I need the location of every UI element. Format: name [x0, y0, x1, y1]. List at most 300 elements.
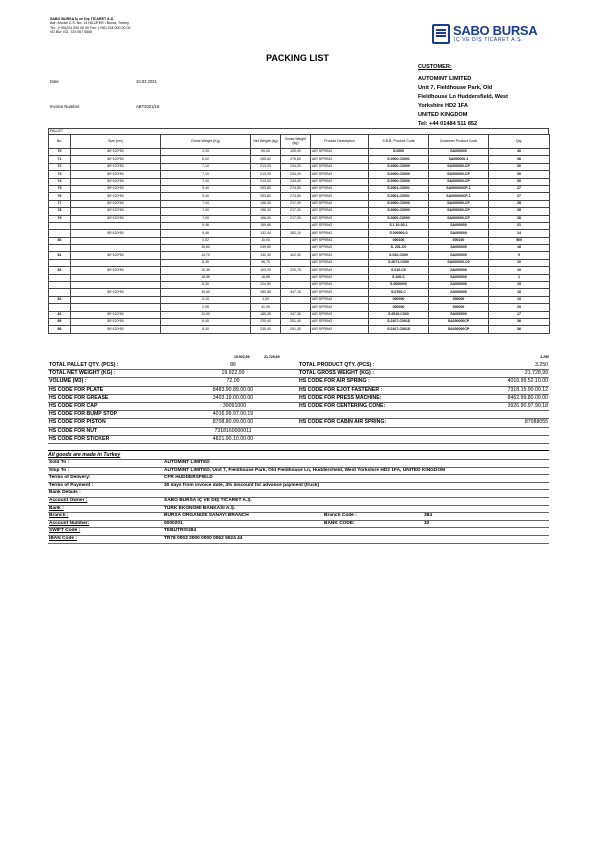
gross-weight-kg-cell: 447,15: [281, 289, 311, 296]
gross-weight-kg-cell: 234,00: [281, 163, 311, 170]
description-cell: AIR SPRING: [311, 222, 369, 229]
size-cell: [71, 296, 161, 303]
customer-code-cell: 000000: [429, 304, 489, 311]
summary-row: [48, 370, 549, 378]
terms-label: Sold To :: [48, 460, 163, 467]
gross-weight-cell: 7,00: [161, 208, 251, 215]
table-row: [49, 326, 550, 333]
company-phone: Tel.: (+90)224 000 00 00 Fax: (+90) 224 000 00 00: [50, 25, 131, 30]
size-cell: 80*120*50: [71, 193, 161, 200]
col-header-gross-weight-kg: Gross Weight (kg): [281, 135, 311, 149]
gross-weight-kg-cell: [281, 282, 311, 289]
qty-cell: 27: [489, 193, 550, 200]
pallet-no-cell: 72: [49, 163, 71, 170]
table-row: [49, 215, 550, 222]
net-weight-cell: 280,80: [251, 289, 281, 296]
pallet-table-header: [49, 135, 550, 149]
sbb-code-cell: S.0001-C0001: [369, 193, 429, 200]
terms-label: Account Owner :: [48, 497, 163, 505]
pallet-no-cell: 74: [49, 178, 71, 185]
gross-weight-cell: 7,00: [161, 200, 251, 207]
gross-weight-cell: 7,10: [161, 171, 251, 178]
sbb-code-cell: S.0107-C0018: [369, 318, 429, 325]
pallet-no-cell: [49, 304, 71, 311]
description-cell: AIR SPRING: [311, 193, 369, 200]
qty-cell: 28: [489, 208, 550, 215]
customer-code-cell: SA000000: [429, 311, 489, 318]
terms-label: Terms of Payment :: [48, 482, 163, 490]
pallet-table-title: PALLET: [48, 128, 549, 134]
total-net-weight-cell: 19.922,99: [234, 355, 250, 359]
gross-weight-kg-cell: [281, 259, 311, 266]
col-header-no: No.: [49, 135, 71, 149]
summary-value: 72,00: [168, 378, 298, 386]
gross-weight-cell: 2,05: [161, 304, 251, 311]
col-header-size: Size (cm): [71, 135, 161, 149]
summary-row: [48, 378, 549, 386]
qty-cell: 1: [489, 274, 550, 281]
size-cell: 80*120*50: [71, 230, 161, 237]
terms-value: BURSA ORGANIZE SANAYI BRANCH: [163, 513, 323, 521]
terms-row: [48, 513, 549, 521]
table-row: [49, 163, 550, 170]
company-name: SABO BURSA İç ve Dış TİCARET A.Ş.: [50, 17, 115, 21]
qty-cell: 36: [489, 326, 550, 333]
summary-value: 86: [168, 362, 298, 370]
terms-value: 0000201: [163, 520, 323, 528]
terms-label: IBAN Code :: [48, 535, 163, 543]
gross-weight-cell: 10,90: [161, 311, 251, 318]
logo-subtitle: İÇ VE DIŞ TİCARET A.Ş.: [454, 37, 524, 43]
col-header-sbb-code: S.B.B. Product Code: [369, 135, 429, 149]
summary-row: [48, 427, 549, 435]
qty-cell: 27: [489, 185, 550, 192]
pallet-no-cell: [49, 230, 71, 237]
sbb-code-cell: S.0000-C0000: [369, 171, 429, 178]
table-row: [49, 289, 550, 296]
logo-name: SABO BURSA: [453, 23, 538, 38]
terms-row: [48, 467, 549, 475]
size-cell: 80*120*50: [71, 215, 161, 222]
gross-weight-cell: 9,46: [161, 230, 251, 237]
customer-code-cell: SA000000: [429, 149, 489, 156]
terms-label: Branch Code :: [323, 513, 423, 521]
terms-row: [48, 505, 549, 513]
table-row: [49, 296, 550, 303]
pallet-no-cell: [49, 289, 71, 296]
table-row: [49, 304, 550, 311]
qty-cell: 14: [489, 230, 550, 237]
description-cell: AIR SPRING: [311, 311, 369, 318]
col-header-net-weight: Net Weight (kg): [251, 135, 281, 149]
gross-weight-kg-cell: 217,00: [281, 208, 311, 215]
pallet-no-cell: [49, 282, 71, 289]
description-cell: AIR SPRING: [311, 185, 369, 192]
customer-line: UNITED KINGDOM: [418, 112, 468, 118]
gross-weight-cell: 7,00: [161, 215, 251, 222]
description-cell: AIR SPRING: [311, 149, 369, 156]
customer-line: Fieldhouse Ln Huddersfield, West: [418, 94, 509, 100]
table-row: [49, 282, 550, 289]
description-cell: AIR SPRING: [311, 215, 369, 222]
pallet-no-cell: 83: [49, 296, 71, 303]
col-header-customer-code: Customer Product Code: [429, 135, 489, 149]
table-row: [49, 274, 550, 281]
pallet-no-cell: 71: [49, 156, 71, 163]
customer-code-cell: SA000000-CP: [429, 215, 489, 222]
gross-weight-cell: 6,40: [161, 318, 251, 325]
summary-label: HS CODE FOR GREASE: [48, 394, 168, 402]
summary-label: HS CODE FOR STICKER: [48, 435, 168, 443]
customer-code-cell: SA000000CP-1: [429, 193, 489, 200]
gross-weight-cell: 8,45: [161, 259, 251, 266]
terms-label: BANK CODE:: [323, 520, 423, 528]
table-row: [49, 245, 550, 252]
table-row: [49, 208, 550, 215]
description-cell: AIR SPRING: [311, 237, 369, 244]
gross-weight-cell: 15,60: [161, 245, 251, 252]
gross-weight-cell: 9,46: [161, 222, 251, 229]
sbb-code-cell: 000000: [369, 304, 429, 311]
table-row: [49, 267, 550, 274]
customer-code-cell: SA000000-CP: [429, 200, 489, 207]
summary-row: [48, 411, 549, 419]
terms-label: Ship To :: [48, 467, 163, 475]
pallet-no-cell: [49, 222, 71, 229]
sbb-code-cell: S.0000-C0000: [369, 200, 429, 207]
terms-row: [48, 482, 549, 490]
sbb-code-cell: S.0000-C0000: [369, 178, 429, 185]
table-row: [49, 230, 550, 237]
net-weight-cell: 213,00: [251, 163, 281, 170]
summary-value: 8462.99.80.00.00: [428, 394, 549, 402]
sbb-code-cell: S.0000000: [369, 282, 429, 289]
summary-value: [428, 411, 549, 419]
customer-code-cell: SA000000-1: [429, 156, 489, 163]
gross-weight-cell: 14,70: [161, 252, 251, 259]
company-tax-office: VD Bur V.D. 724 067 6565: [50, 30, 93, 35]
table-row: [49, 222, 550, 229]
summary-row: [48, 394, 549, 402]
terms-label: Account Number:: [48, 520, 163, 528]
customer-line: Yorkshire HD2 1FA: [418, 103, 468, 109]
summary-value: 4016.99.97.00.19: [168, 411, 298, 419]
qty-cell: 15: [489, 282, 550, 289]
gross-weight-kg-cell: 217,00: [281, 200, 311, 207]
size-cell: 80*120*50: [71, 208, 161, 215]
pallet-no-cell: 77: [49, 200, 71, 207]
pallet-no-cell: 86: [49, 326, 71, 333]
summary-value: 4821.90.10.00.00: [168, 435, 298, 443]
net-weight-cell: 196,00: [251, 208, 281, 215]
table-row: [49, 200, 550, 207]
summary-label: TOTAL PRODUCT QTY. (PCS) :: [298, 362, 428, 370]
net-weight-cell: 41,00: [251, 304, 281, 311]
description-cell: AIR SPRING: [311, 318, 369, 325]
col-header-description: Product Description: [311, 135, 369, 149]
description-cell: AIR SPRING: [311, 245, 369, 252]
summary-label: HS CODE FOR EJOT FASTENER :: [298, 386, 428, 394]
gross-weight-kg-cell: [281, 222, 311, 229]
table-row: [49, 318, 550, 325]
description-cell: AIR SPRING: [311, 274, 369, 281]
customer-code-cell: SA000000: [429, 222, 489, 229]
page-title: PACKING LIST: [266, 53, 329, 63]
pallet-no-cell: 81: [49, 252, 71, 259]
summary-value: 3.250: [428, 362, 549, 370]
gross-weight-kg-cell: 274,80: [281, 185, 311, 192]
gross-weight-cell: 10,30: [161, 267, 251, 274]
customer-code-cell: SA000000-C0: [429, 259, 489, 266]
terms-label: Bank Details :: [48, 490, 163, 498]
summary-label: VOLUME (M3) :: [48, 378, 168, 386]
size-cell: [71, 282, 161, 289]
customer-code-cell: SA000000: [429, 230, 489, 237]
summary-label: HS CODE FOR PISTON: [48, 419, 168, 427]
col-header-gross-weight: Gross Weight (Kg): [161, 135, 251, 149]
size-cell: 80*120*50: [71, 252, 161, 259]
summary-label: HS CODE FOR AIR SPRING :: [298, 378, 428, 386]
logo-mark-icon: [432, 24, 450, 44]
gross-weight-cell: 9,40: [161, 185, 251, 192]
terms-row: [48, 460, 549, 467]
terms-section: [48, 450, 549, 544]
net-weight-cell: 99,00: [251, 149, 281, 156]
gross-weight-kg-cell: [281, 237, 311, 244]
table-row: [49, 171, 550, 178]
size-cell: [71, 274, 161, 281]
gross-weight-cell: 7,10: [161, 178, 251, 185]
terms-label: SWIFT Code :: [48, 528, 163, 536]
pallet-no-cell: [49, 259, 71, 266]
size-cell: [71, 237, 161, 244]
terms-label: Bank :: [48, 505, 163, 513]
pallet-table: [48, 134, 550, 334]
qty-cell: 30: [489, 171, 550, 178]
pallet-no-cell: 70: [49, 149, 71, 156]
net-weight-cell: 132,30: [251, 252, 281, 259]
sbb-code-cell: S.0700-C: [369, 289, 429, 296]
summary-value: [428, 435, 549, 443]
gross-weight-cell: 2,20: [161, 149, 251, 156]
net-weight-cell: 253,80: [251, 185, 281, 192]
description-cell: AIR SPRING: [311, 304, 369, 311]
size-cell: [71, 245, 161, 252]
pallet-no-cell: 82: [49, 267, 71, 274]
summary-value: 8483.90.89.00.00: [168, 386, 298, 394]
gross-weight-cell: 0,02: [161, 237, 251, 244]
size-cell: [71, 259, 161, 266]
size-cell: 80*120*50: [71, 156, 161, 163]
customer-code-cell: SA000000CP: [429, 326, 489, 333]
net-weight-cell: 230,40: [251, 326, 281, 333]
gross-weight-kg-cell: [281, 245, 311, 252]
summary-label: HS CODE FOR BUMP STOP: [48, 411, 168, 419]
pallet-no-cell: 79: [49, 215, 71, 222]
qty-cell: 28: [489, 215, 550, 222]
gross-weight-cell: 6,40: [161, 326, 251, 333]
size-cell: 80*120*50: [71, 326, 161, 333]
terms-value: TÜRK EKONOMİ BANKASI A.Ş.: [163, 505, 549, 513]
summary-row: [48, 419, 549, 427]
customer-line: Tel: +44 01484 511 852: [418, 121, 478, 127]
gross-weight-kg-cell: 251,40: [281, 326, 311, 333]
gross-weight-kg-cell: 234,00: [281, 171, 311, 178]
gross-weight-kg-cell: 402,90: [281, 252, 311, 259]
qty-cell: 30: [489, 163, 550, 170]
terms-value: SABO BURSA İÇ VE DIŞ TİCARET A.Ş.: [163, 497, 549, 505]
summary-row: [48, 435, 549, 443]
table-row: [49, 311, 550, 318]
summary-value: 3403.19.00.00.00: [168, 394, 298, 402]
table-row: [49, 178, 550, 185]
size-cell: 80*120*50: [71, 318, 161, 325]
net-weight-cell: 185,30: [251, 311, 281, 318]
terms-row: [48, 497, 549, 505]
description-cell: AIR SPRING: [311, 156, 369, 163]
sbb-code-cell: S.000000-0: [369, 230, 429, 237]
summary-label: HS CODE FOR CABIN AIR SPRING:: [298, 419, 428, 427]
terms-value: AUTOMINT LIMITED, Unit 7, Fieldhouse Park, Old Fieldhouse Ln, Huddersfield, West Yorkshire HD2 1FA, UNITED KINGDOM: [163, 467, 549, 475]
customer-code-cell: SA000000: [429, 289, 489, 296]
summary-label: HS CODE FOR CENTERING CONE:: [298, 403, 428, 411]
summary-row: [48, 403, 549, 411]
summary-label: [298, 411, 428, 419]
qty-cell: 10: [489, 267, 550, 274]
summary-value: 4016.99.52.10.00: [428, 378, 549, 386]
summary-value: 21.728,99: [428, 370, 549, 378]
sbb-code-cell: S.0000: [369, 149, 429, 156]
summary-label: HS CODE FOR PLATE: [48, 386, 168, 394]
gross-weight-kg-cell: 120,00: [281, 149, 311, 156]
summary-value: 3926.90.97.90.18: [428, 403, 549, 411]
summary-label: HS CODE FOR PRESS MACHINE:: [298, 394, 428, 402]
summary-label: [298, 435, 428, 443]
customer-block: [418, 64, 568, 129]
customer-code-cell: 000000: [429, 296, 489, 303]
summary-label: TOTAL GROSS WEIGHT (KG) :: [298, 370, 428, 378]
shipment-summary: [48, 362, 549, 444]
qty-cell: 28: [489, 200, 550, 207]
terms-value: TEBUTRIS384: [163, 528, 549, 536]
terms-value: 32: [423, 520, 549, 528]
terms-row: [48, 520, 549, 528]
company-address: Adr: Arıcan C.S. No: 14 NİLÜFER / Bursa, Turkey: [50, 21, 129, 26]
net-weight-cell: 103,00: [251, 267, 281, 274]
size-cell: [71, 222, 161, 229]
terms-value: AUTOMINT LIMITED: [163, 460, 549, 467]
customer-code-cell: SA000000: [429, 245, 489, 252]
net-weight-cell: 230,40: [251, 318, 281, 325]
size-cell: 80*120*50: [71, 185, 161, 192]
summary-value: 7318160000011: [168, 427, 298, 435]
total-gross-weight-cell: 21.728,99: [264, 355, 280, 359]
pallet-no-cell: [49, 274, 71, 281]
summary-value: 19.922,99: [168, 370, 298, 378]
customer-code-cell: SA000000-CP: [429, 163, 489, 170]
qty-cell: 36: [489, 318, 550, 325]
gross-weight-kg-cell: 276,60: [281, 156, 311, 163]
description-cell: AIR SPRING: [311, 282, 369, 289]
gross-weight-cell: 9,40: [161, 193, 251, 200]
sbb-code-cell: S.0000-C0000: [369, 208, 429, 215]
sbb-code-cell: S.0071-C000: [369, 259, 429, 266]
net-weight-cell: 132,44: [251, 230, 281, 237]
description-cell: AIR SPRING: [311, 171, 369, 178]
net-weight-cell: 10,00: [251, 237, 281, 244]
net-weight-cell: 249,60: [251, 245, 281, 252]
qty-cell: 18: [489, 289, 550, 296]
description-cell: AIR SPRING: [311, 208, 369, 215]
pallet-no-cell: 76: [49, 193, 71, 200]
summary-label: HS CODE FOR CAP: [48, 403, 168, 411]
gross-weight-kg-cell: [281, 274, 311, 281]
sbb-code-cell: S.0010-C000: [369, 311, 429, 318]
customer-code-cell: SA000000-CP: [429, 171, 489, 178]
pallet-no-cell: 75: [49, 185, 71, 192]
table-row: [49, 237, 550, 244]
qty-cell: 500: [489, 237, 550, 244]
total-qty-cell: 3.250: [540, 355, 549, 359]
terms-label: Terms of Delivery:: [48, 475, 163, 483]
company-logo: [432, 24, 544, 46]
qty-cell: 30: [489, 178, 550, 185]
customer-line: Unit 7, Fieldhouse Park, Old: [418, 85, 493, 91]
terms-value: CFR HUDDERSFIELD: [163, 475, 549, 483]
customer-label: CUSTOMER:: [418, 64, 452, 70]
gross-weight-kg-cell: 220,75: [281, 267, 311, 274]
qty-cell: 16: [489, 245, 550, 252]
pallet-no-cell: 78: [49, 208, 71, 215]
description-cell: AIR SPRING: [311, 259, 369, 266]
origin-note: All goods are made in Turkey: [48, 451, 549, 460]
date-label: Date: [50, 79, 59, 84]
customer-code-cell: SA000000CP-1: [429, 185, 489, 192]
terms-value: 30 days from invoice date, 4% discount for advance payment (truck): [163, 482, 549, 490]
gross-weight-kg-cell: 274,80: [281, 193, 311, 200]
summary-label: [298, 427, 428, 435]
summary-label: TOTAL PALLET QTY. (PCS) :: [48, 362, 168, 370]
qty-cell: 9: [489, 252, 550, 259]
pallet-no-cell: 73: [49, 171, 71, 178]
gross-weight-kg-cell: 234,00: [281, 178, 311, 185]
description-cell: AIR SPRING: [311, 252, 369, 259]
summary-value: 7318.15.90.00.12: [428, 386, 549, 394]
table-row: [49, 156, 550, 163]
sbb-code-cell: S.0107-C0018: [369, 326, 429, 333]
customer-code-cell: SA000000-CP: [429, 208, 489, 215]
summary-label: TOTAL NET WEIGHT (KG) :: [48, 370, 168, 378]
terms-row: [48, 528, 549, 536]
size-cell: 80*120*50: [71, 200, 161, 207]
qty-cell: 40: [489, 149, 550, 156]
date-value: 10.03.2021: [136, 79, 157, 84]
sbb-code-cell: S.010-C000: [369, 252, 429, 259]
pallet-no-cell: 84: [49, 311, 71, 318]
col-header-qty: Qty.: [489, 135, 550, 149]
description-cell: AIR SPRING: [311, 230, 369, 237]
qty-cell: 10: [489, 296, 550, 303]
net-weight-cell: 253,80: [251, 193, 281, 200]
qty-cell: 21: [489, 222, 550, 229]
qty-cell: 17: [489, 311, 550, 318]
summary-value: 87088055: [428, 419, 549, 427]
size-cell: 80*120*50: [71, 171, 161, 178]
terms-value: 384: [423, 513, 549, 521]
net-weight-cell: 96,70: [251, 259, 281, 266]
size-cell: 80*120*50: [71, 311, 161, 318]
invoice-number-value: ABT2021/18: [136, 104, 160, 109]
